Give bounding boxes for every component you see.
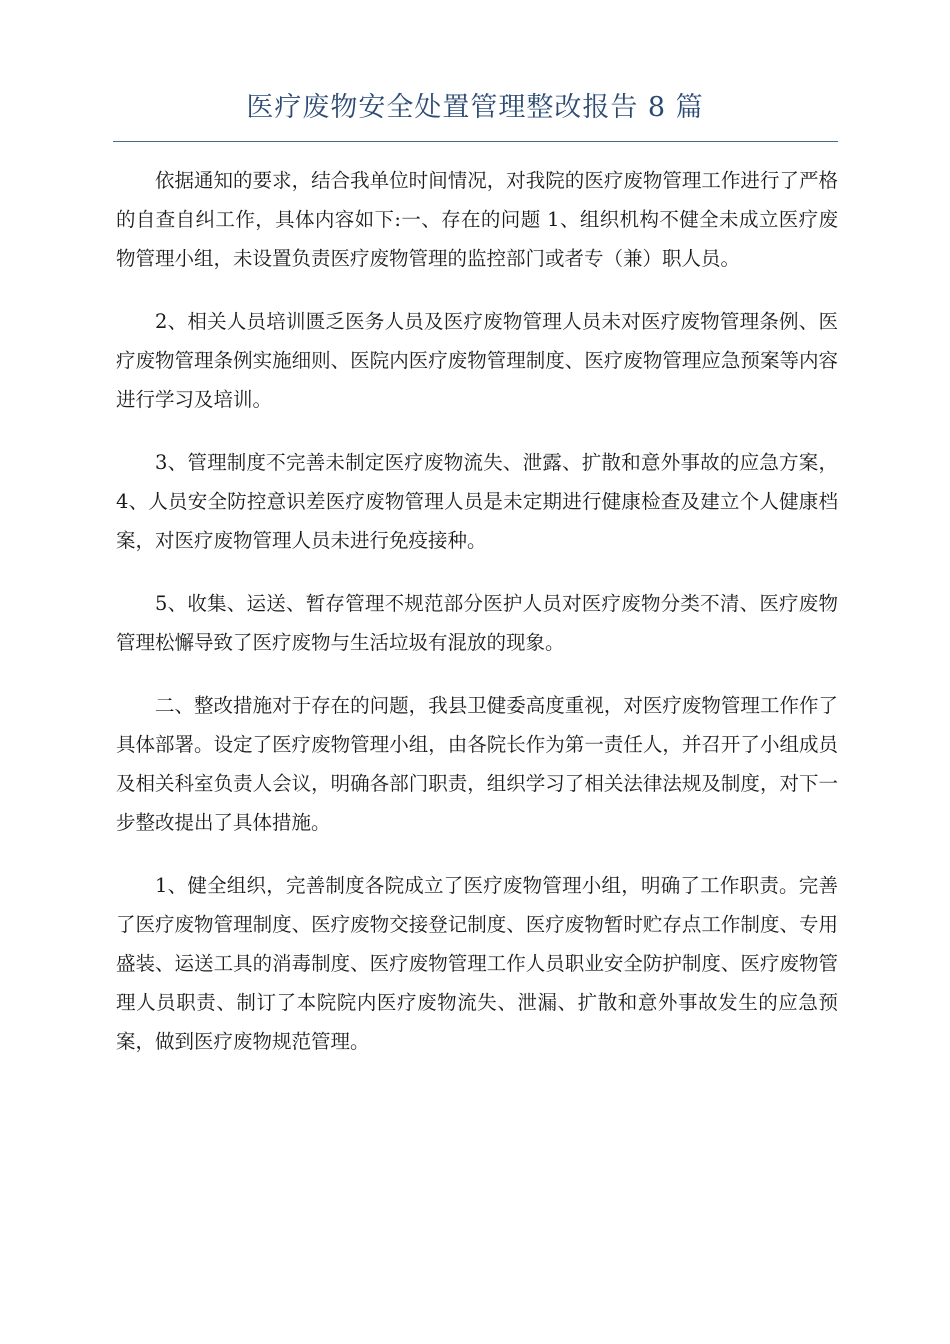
title-divider <box>113 141 838 142</box>
paragraph-2: 2、相关人员培训匮乏医务人员及医疗废物管理人员未对医疗废物管理条例、医疗废物管理条例实施细则、医院内医疗废物管理制度、医疗废物管理应急预案等内容进行学习及培训。 <box>116 310 838 411</box>
paragraph-4: 5、收集、运送、暂存管理不规范部分医护人员对医疗废物分类不清、医疗废物管理松懈导致了医疗废物与生活垃圾有混放的现象。 <box>116 592 838 654</box>
document-body <box>116 161 838 1085</box>
paragraph-3: 3、管理制度不完善未制定医疗废物流失、泄露、扩散和意外事故的应急方案，4、人员安全防控意识差医疗废物管理人员是未定期进行健康检查及建立个人健康档案，对医疗废物管理人员未进行免疫接种。 <box>116 451 838 552</box>
document-title: 医疗废物安全处置管理整改报告 8 篇 <box>246 92 704 123</box>
paragraph-6: 1、健全组织，完善制度各院成立了医疗废物管理小组，明确了工作职责。完善了医疗废物管理制度、医疗废物交接登记制度、医疗废物暂时贮存点工作制度、专用盛装、运送工具的消毒制度、医疗废物管理工作人员职业安全防护制度、医疗废物管理人员职责、制订了本院院内医疗废物流失、泄漏、扩散和意外事故发生的应急预案，做到医疗废物规范管理。 <box>116 874 838 1053</box>
paragraph-5: 二、整改措施对于存在的问题，我县卫健委高度重视，对医疗废物管理工作作了具体部署。设定了医疗废物管理小组，由各院长作为第一责任人，并召开了小组成员及相关科室负责人会议，明确各部门职责，组织学习了相关法律法规及制度，对下一步整改提出了具体措施。 <box>116 694 838 834</box>
paragraph-1: 依据通知的要求，结合我单位时间情况，对我院的医疗废物管理工作进行了严格的自查自纠工作，具体内容如下:一、存在的问题 1、组织机构不健全未成立医疗废物管理小组，未设置负责医疗废物管理的监控部门或者专（兼）职人员。 <box>116 169 838 270</box>
